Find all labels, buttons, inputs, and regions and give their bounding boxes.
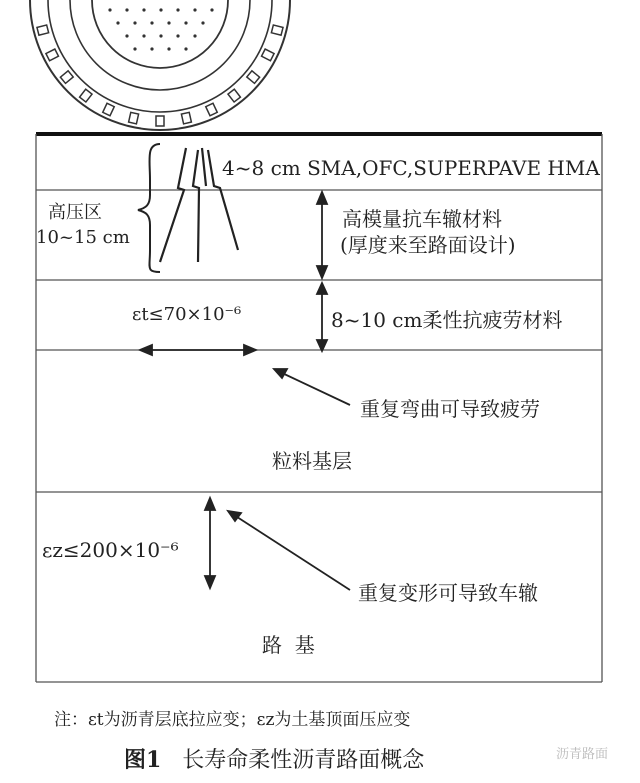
tensile-strain-label: εt≤70×10⁻⁶ [132,304,242,325]
subgrade-label: 路 基 [262,633,315,657]
fatigue-layer-arrow [317,283,327,351]
tire-icon [30,0,290,130]
high-modulus-note: (厚度来至路面设计) [340,233,516,257]
high-pressure-zone-label: 高压区 [48,202,102,223]
surface-layer-label: 4~8 cm SMA,OFC,SUPERPAVE HMA [222,156,600,180]
fatigue-annotation: 重复弯曲可导致疲劳 [360,397,540,421]
figure-number: 图1 [124,747,162,773]
tensile-strain-arrow [140,345,256,355]
fatigue-pointer-arrow [274,369,350,405]
figure-caption [124,749,424,772]
subgrade-strain-arrow [205,498,215,588]
watermark-logo: 沥青路面 [556,747,609,762]
high-modulus-label: 高模量抗车辙材料 [342,207,502,231]
fatigue-layer-label: 8~10 cm柔性抗疲劳材料 [331,308,563,332]
high-pressure-depth-label: 10~15 cm [36,227,130,248]
vertical-strain-label: εz≤200×10⁻⁶ [42,538,179,562]
figure-title: 长寿命柔性沥青路面概念 [182,748,425,773]
figure-note: 注：εt为沥青层底拉应变；εz为土基顶面压应变 [54,710,411,730]
rutting-pointer-arrow [228,511,350,590]
high-pressure-brace [138,144,160,272]
high-modulus-arrow [317,192,327,278]
granular-base-label: 粒料基层 [272,449,352,473]
rutting-annotation: 重复变形可导致车辙 [358,581,538,605]
